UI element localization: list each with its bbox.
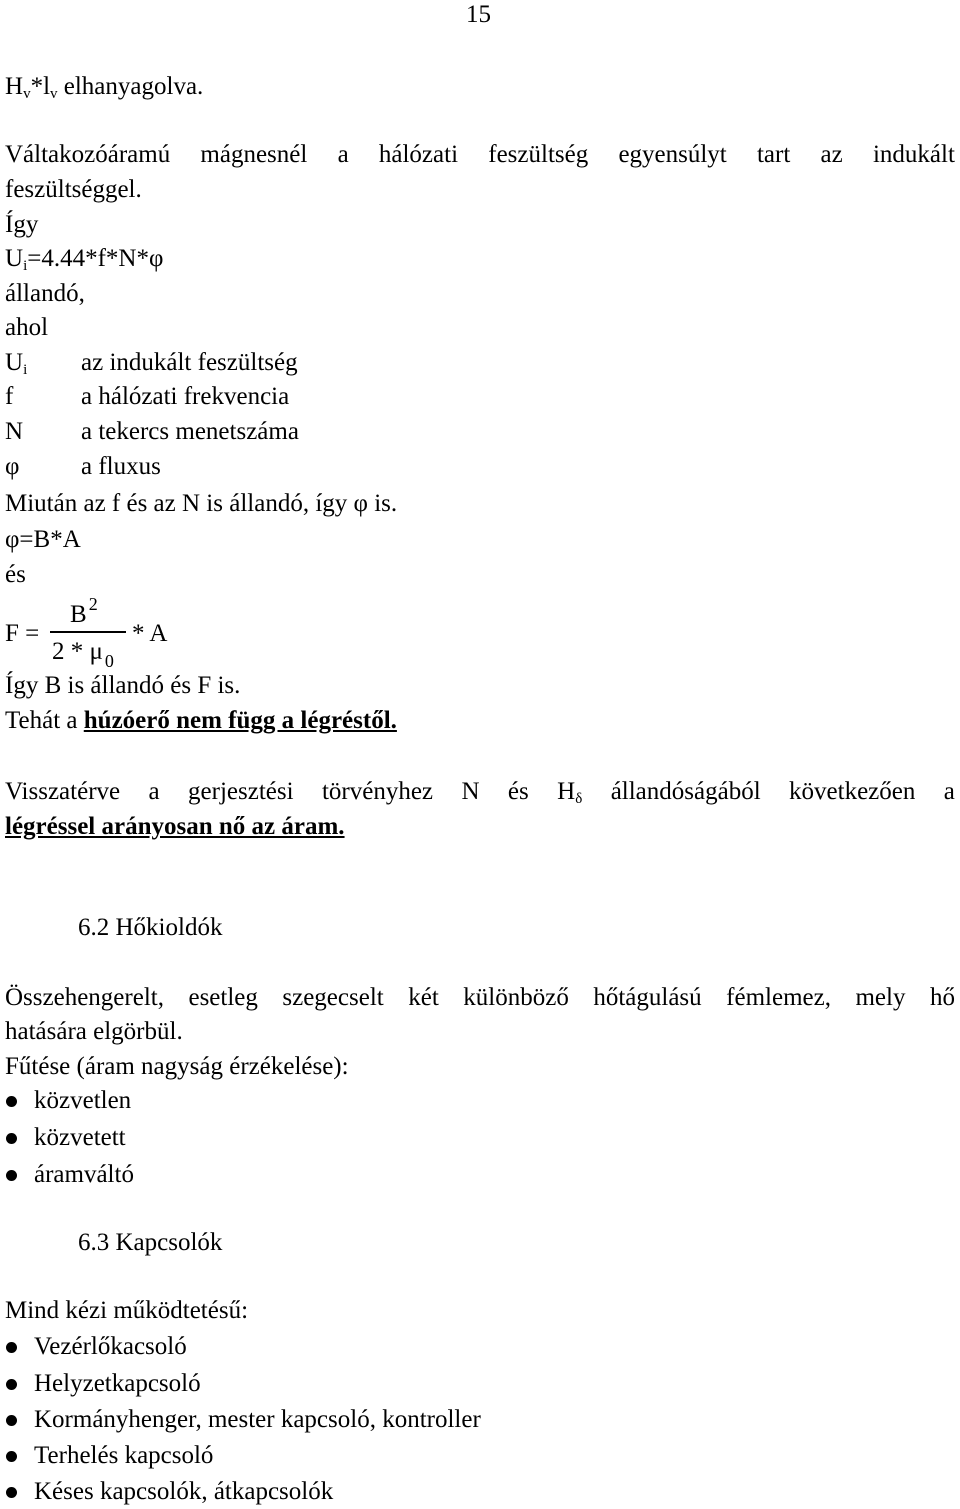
list-item: Helyzetkapcsoló [34,1370,201,1397]
word: a [148,778,160,805]
para-62-line-1 [5,983,955,1013]
definition-row [5,382,289,412]
formula-numerator: B $^2$ [70,594,98,628]
equation-ui: $U_i=4.44*f*N*\varphi$ [5,245,164,274]
word: Váltakozóáramú [5,141,171,168]
word: a [337,141,349,168]
word: állandóságából [610,778,761,805]
word: tart [756,141,791,168]
word: mágnesnél [200,141,308,168]
definition-row [5,417,299,447]
mind-line: Mind kézi működtetésű: [5,1297,249,1324]
formula-denominator: 2 * μ $_0$ [52,638,114,671]
hv-lv-line: $H_v*l_v$ elhanyagolva. [5,73,204,102]
es-line: és [5,561,26,588]
igy-b-line: Így B is állandó és F is. [5,672,241,699]
word: gerjesztési [188,778,294,805]
bullet-icon [6,1133,17,1144]
list-item: Vezérlőkacsoló [34,1333,187,1360]
word: $H_\delta$ [557,778,583,807]
equation-phi: φ=B*A [5,526,81,553]
word: Visszatérve [5,778,121,805]
word: esetleg [188,984,258,1011]
para-1-line-2: feszültséggel. [5,176,142,203]
def-desc: a fluxus [81,453,161,480]
def-desc: a hálózati frekvencia [81,383,290,410]
word: az [820,141,843,168]
word: Összehengerelt, [5,984,164,1011]
bullet-icon [6,1342,17,1353]
def-desc: a tekercs menetszáma [81,418,299,445]
def-symbol: f [5,383,14,410]
list-item: Kormányhenger, mester kapcsoló, kontroller [34,1406,481,1433]
word: hőtágulású [593,984,702,1011]
definition-row [5,452,161,482]
definition-row [5,348,298,378]
vissza-line-1 [5,777,955,807]
word: fémlemez, [726,984,831,1011]
fraction-bar [50,631,126,633]
futese-line: Fűtése (áram nagyság érzékelése): [5,1053,349,1080]
word: mely [855,984,906,1011]
word: a [943,778,955,805]
list-item: Terhelés kapcsoló [34,1442,214,1469]
word: és [507,778,529,805]
word: következően [789,778,916,805]
bullet-icon [6,1451,17,1462]
formula-rhs: * A [132,620,168,647]
vissza-line-2 [5,812,345,842]
bullet-icon [6,1487,17,1498]
igy-line: Így [5,211,39,238]
para-62-line-2: hatására elgörbül. [5,1018,183,1045]
word: feszültség [488,141,589,168]
page-number: 15 [466,1,491,28]
def-symbol: N [5,418,24,445]
list-item: közvetlen [34,1087,132,1114]
word: hálózati [378,141,459,168]
tehat-line: Tehát a húzóerő nem függ a légréstől. [5,707,397,734]
formula-lhs: F = [5,620,40,647]
list-item: Késes kapcsolók, átkapcsolók [34,1478,334,1505]
word: két [408,984,439,1011]
def-desc: az indukált feszültség [81,349,298,376]
word: szegecselt [282,984,384,1011]
def-symbol: φ [5,453,20,480]
bullet-icon [6,1170,17,1181]
emphasis-text: húzóerő nem függ a légréstől. [83,707,397,734]
section-heading-6-2: 6.2 Hőkioldók [78,914,223,941]
def-symbol: $U_i$ [5,349,28,378]
word: egyensúlyt [618,141,727,168]
bullet-icon [6,1415,17,1426]
bullet-icon [6,1096,17,1107]
para-1-line-1 [5,140,955,170]
word: indukált [872,141,955,168]
word: hő [929,984,955,1011]
word: törvényhez [321,778,434,805]
word: különböző [463,984,569,1011]
emphasis-text: légréssel arányosan nő az áram. [5,813,345,840]
miutan-line: Miután az f és az N is állandó, így φ is. [5,490,398,517]
ahol-line: ahol [5,314,49,341]
section-heading-6-3: 6.3 Kapcsolók [78,1229,223,1256]
list-item: közvetett [34,1124,126,1151]
word: N [461,778,480,805]
bullet-icon [6,1379,17,1390]
allando-line: állandó, [5,280,85,307]
list-item: áramváltó [34,1161,134,1188]
